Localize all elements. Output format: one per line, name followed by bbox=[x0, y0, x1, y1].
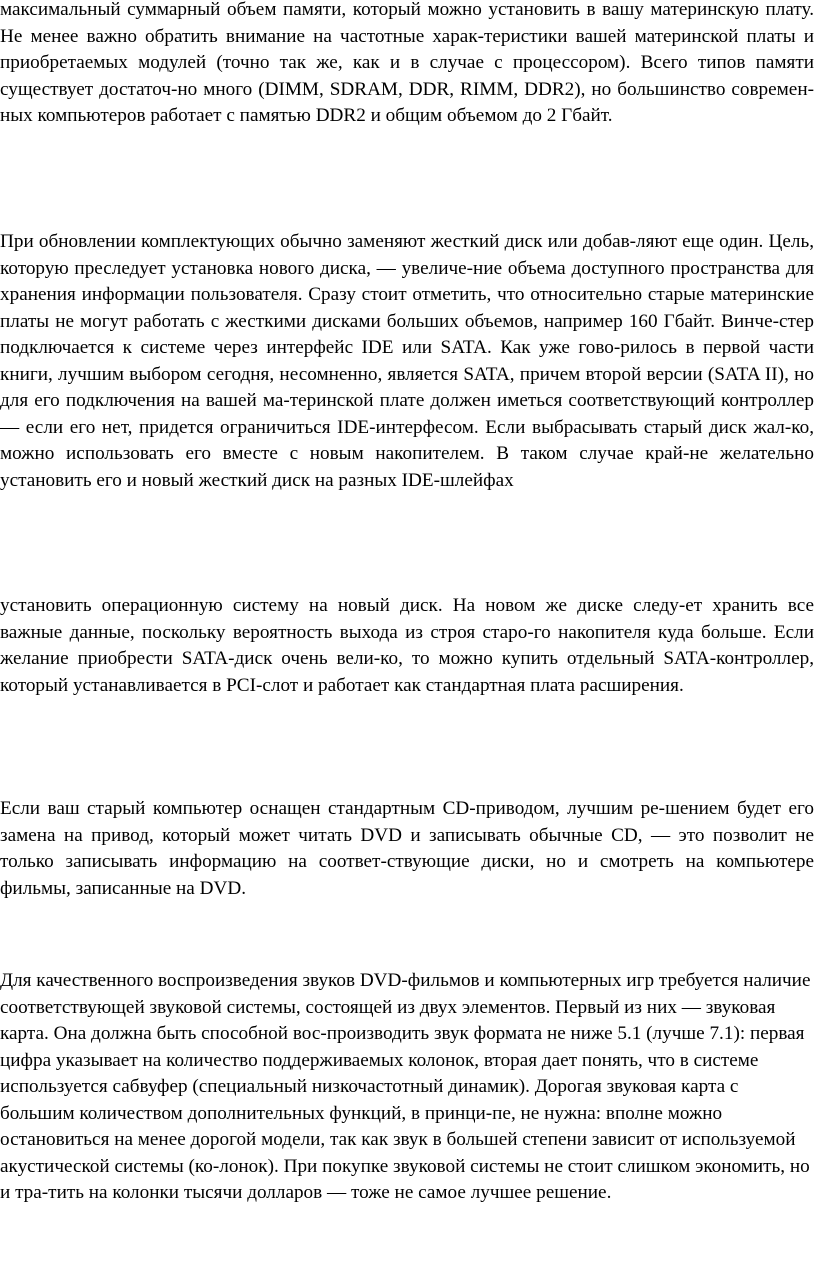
paragraph-hard-disk: При обновлении комплектующих обычно заменяют жесткий диск или добав-ляют еще один. Цель, которую преследует установка нового диска, — увеличе-ние объема доступного пространства для хранения информации пользователя. Сразу стоит отметить, что относительно старые материнские платы не могут работать с жесткими дисками больших объемов, например 160 Гбайт. Винче-стер подключается к системе через интерфейс IDE или SATA. Как уже гово-рилось в первой части книги, лучшим выбором сегодня, несомненно, является SATA, причем второй версии (SATA II), но для его подключения на вашей ма-теринской плате должен иметься соответствующий контроллер — если его нет, придется ограничиться IDE-интерфесом. Если выбрасывать старый диск жал-ко, можно использовать его вместе с новым накопителем. В таком случае край-не желательно установить его и новый жесткий диск на разных IDE-шлейфах bbox=[0, 231, 814, 491]
paragraph-memory: максимальный суммарный объем памяти, который можно установить в вашу материнскую плату. Не менее важно обратить внимание на частотные харак-теристики вашей материнской платы и приобретаемых модулей (точно так же, как и в случае с процессором). Всего типов памяти существует достаточ-но много (DIMM, SDRAM, DDR, RIMM, DDR2), но большинство современ-ных компьютеров работает с памятью DDR2 и общим объемом до 2 Гбайт. bbox=[0, 0, 814, 126]
paragraph-sound-system: Для качественного воспроизведения звуков DVD-фильмов и компьютерных игр требуется наличие соответствующей звуковой системы, состоящей из двух элементов. Первый из них — звуковая карта. Она должна быть способной вос-производить звук формата не ниже 5.1 (лучше 7.1): первая цифра указывает на количество поддерживаемых колонок, вторая дает понять, что в системе используется сабвуфер (специальный низкочастотный динамик). Дорогая звуковая карта с большим количеством дополнительных функций, в принци-пе, не нужна: вполне можно остановиться на менее дорогой модели, так как звук в большей степени зависит от используемой акустической системы (ко-лонок). При покупке звуковой системы не стоит слишком экономить, но и тра-тить на колонки тысячи долларов — тоже не самое лучшее решение. bbox=[0, 970, 811, 1203]
paragraph-dvd-drive: Если ваш старый компьютер оснащен стандартным CD-приводом, лучшим ре-шением будет его замена на привод, который может читать DVD и записывать обычные CD, — это позволит не только записывать информацию на соответ-ствующие диски, но и смотреть на компьютере фильмы, записанные на DVD. bbox=[0, 798, 814, 899]
paragraph-os-install: установить операционную систему на новый диск. На новом же диске следу-ет хранить все важные данные, поскольку вероятность выхода из строя старо-го накопителя куда больше. Если желание приобрести SATA-диск очень вели-ко, то можно купить отдельный SATA-контроллер, который устанавливается в PCI-слот и работает как стандартная плата расширения. bbox=[0, 595, 814, 696]
